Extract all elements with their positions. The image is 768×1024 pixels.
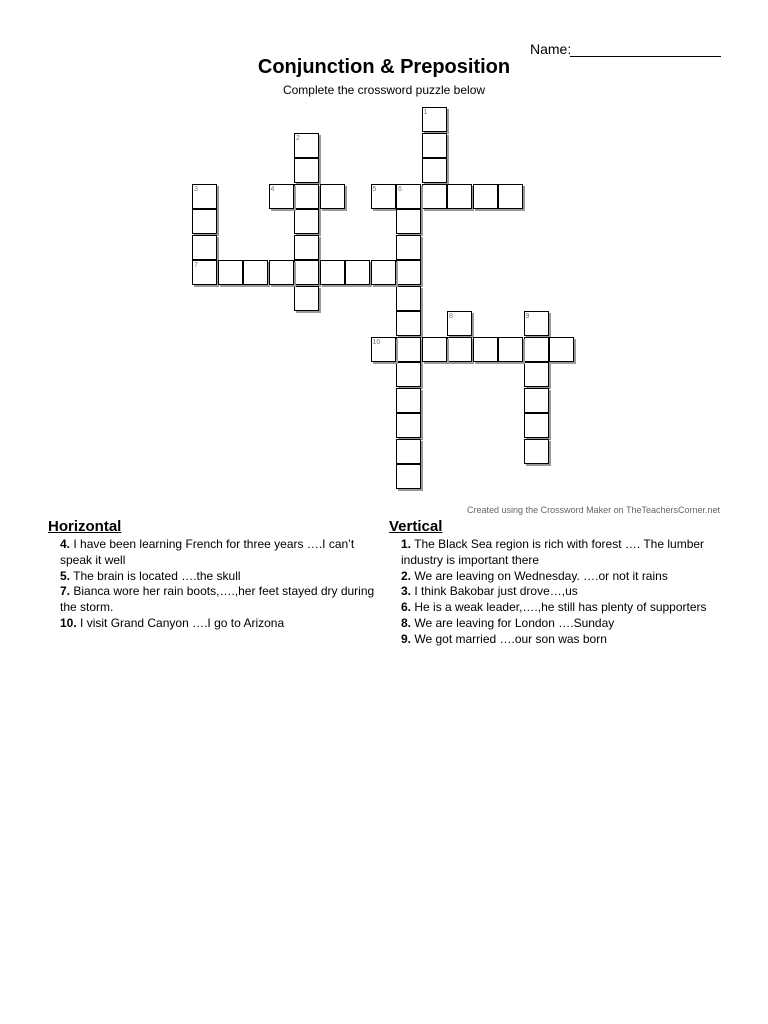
grid-cell[interactable]: [320, 260, 345, 285]
clue-horizontal-5: 5. The brain is located ….the skull: [60, 568, 241, 583]
vertical-clue-list: [389, 537, 719, 648]
grid-cell[interactable]: [396, 439, 421, 464]
vertical-heading: Vertical: [389, 518, 443, 535]
page-title: Conjunction & Preposition: [257, 56, 511, 78]
grid-cell[interactable]: [396, 311, 421, 336]
clue-horizontal-10: 10. I visit Grand Canyon ….I go to Arizona: [60, 615, 285, 630]
name-label: Name:: [530, 41, 572, 57]
grid-cell[interactable]: [345, 260, 370, 285]
grid-cell[interactable]: [396, 286, 421, 311]
horizontal-clue-list: [48, 537, 378, 632]
grid-cell[interactable]: [422, 184, 447, 209]
grid-cell[interactable]: [396, 235, 421, 260]
grid-cell[interactable]: [524, 362, 549, 387]
clue-vertical-1: 1. The Black Sea region is rich with forest …. The lumber industry is important there: [401, 537, 705, 567]
grid-cell[interactable]: [269, 260, 294, 285]
grid-cell[interactable]: [371, 260, 396, 285]
credit-text: Created using the Crossword Maker on TheTeachersCorner.net: [467, 505, 720, 515]
grid-cell[interactable]: [192, 235, 217, 260]
grid-cell[interactable]: [524, 439, 549, 464]
clue-vertical-8: 8. We are leaving for London ….Sunday: [401, 615, 615, 630]
grid-cell[interactable]: [294, 209, 319, 234]
grid-cell[interactable]: [396, 413, 421, 438]
grid-cell[interactable]: [396, 464, 421, 489]
grid-cell[interactable]: [294, 158, 319, 183]
crossword-grid: [0, 0, 768, 510]
grid-cell[interactable]: [396, 260, 421, 285]
clue-horizontal-7: 7. Bianca wore her rain boots,….,her feet stayed dry during the storm.: [60, 584, 375, 615]
grid-cell[interactable]: [294, 184, 319, 209]
grid-cell[interactable]: [422, 158, 447, 183]
grid-cell[interactable]: [294, 286, 319, 311]
grid-cell[interactable]: [320, 184, 345, 209]
grid-number: 7: [194, 262, 198, 269]
grid-cell[interactable]: [447, 184, 472, 209]
grid-number: 1: [423, 109, 428, 116]
grid-cell[interactable]: [498, 337, 523, 362]
horizontal-heading: Horizontal: [48, 518, 122, 535]
grid-cell[interactable]: [396, 337, 421, 362]
grid-cell[interactable]: [447, 337, 472, 362]
grid-number: 4: [270, 185, 275, 193]
page-subtitle: Complete the crossword puzzle below: [282, 83, 486, 97]
grid-cell[interactable]: [524, 388, 549, 413]
grid-cell[interactable]: [192, 209, 217, 234]
clue-vertical-9: 9. We got married ….our son was born: [401, 631, 607, 646]
grid-cell[interactable]: [422, 133, 447, 158]
grid-number: 5: [372, 185, 377, 193]
grid-number: 10: [372, 338, 381, 346]
grid-cell[interactable]: [294, 235, 319, 260]
grid-number: 6: [398, 185, 402, 193]
grid-number: 9: [525, 313, 530, 320]
grid-cell[interactable]: [396, 209, 421, 234]
grid-cell[interactable]: [473, 184, 498, 209]
grid-number: 8: [449, 313, 453, 320]
grid-cell[interactable]: [294, 260, 319, 285]
clue-vertical-3: 3. I think Bakobar just drove…,us: [401, 584, 578, 599]
grid-cell[interactable]: [473, 337, 498, 362]
grid-number: 2: [296, 134, 300, 142]
grid-cell[interactable]: [218, 260, 243, 285]
grid-cell[interactable]: [549, 337, 574, 362]
grid-cell[interactable]: [422, 337, 447, 362]
grid-cell[interactable]: [524, 413, 549, 438]
grid-cell[interactable]: [524, 337, 549, 362]
clue-vertical-2: 2. We are leaving on Wednesday. ….or not it rains: [401, 568, 668, 583]
grid-number: 3: [194, 185, 198, 193]
grid-cell[interactable]: [396, 388, 421, 413]
clue-horizontal-4: 4. I have been learning French for three years ….I can’t speak it well: [60, 537, 355, 567]
grid-cell[interactable]: [243, 260, 268, 285]
grid-cell[interactable]: [396, 362, 421, 387]
clue-vertical-6: 6. He is a weak leader,….,he still has plenty of supporters: [401, 600, 707, 615]
grid-cell[interactable]: [498, 184, 523, 209]
